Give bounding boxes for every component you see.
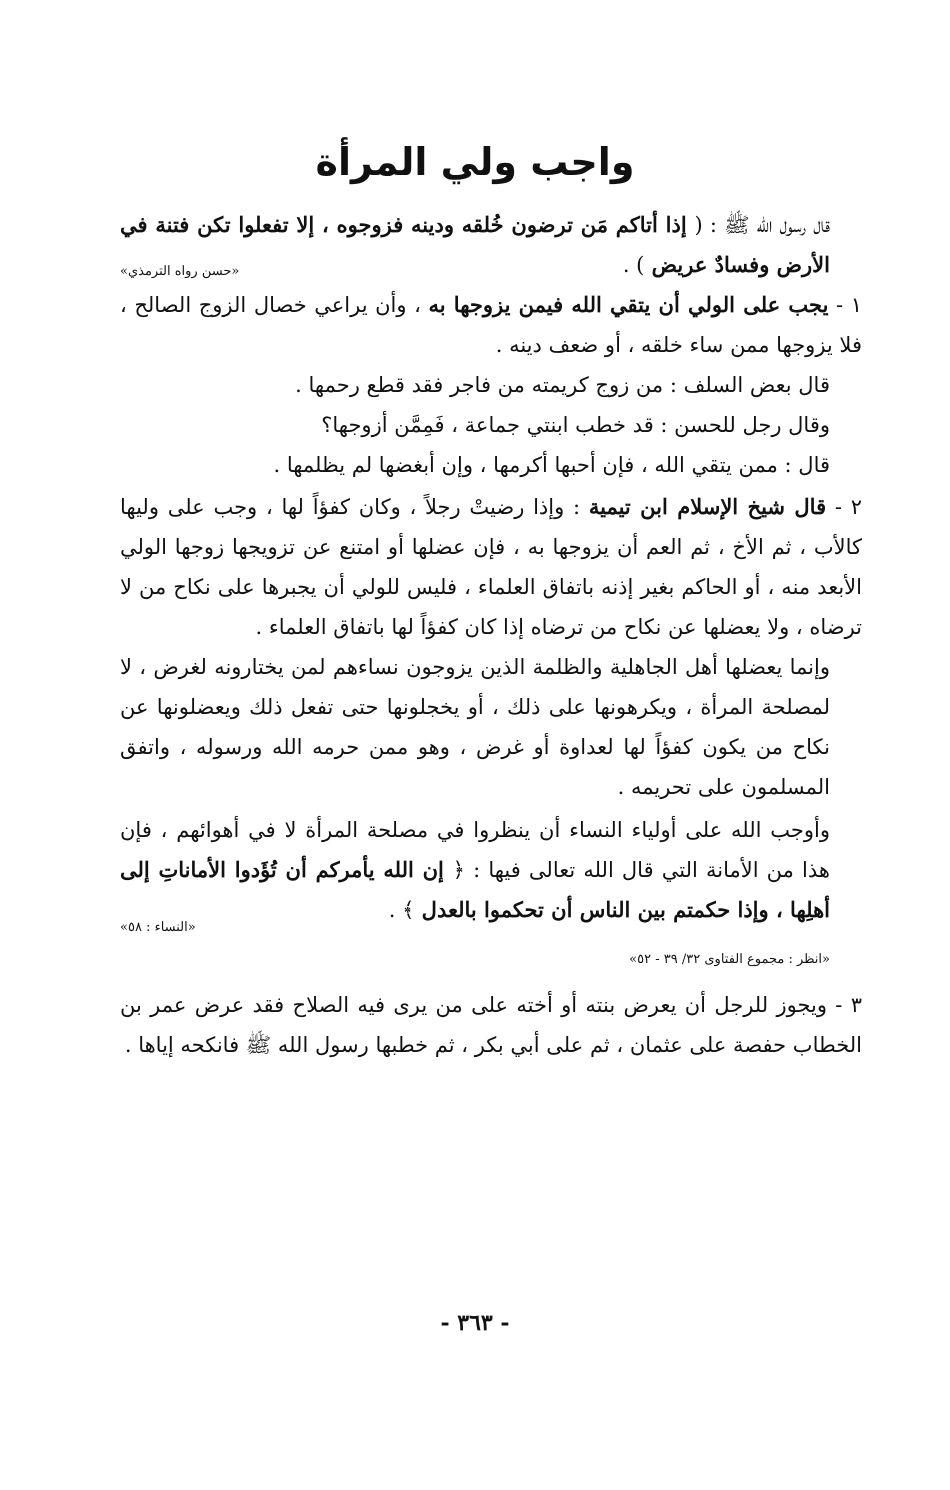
verse-close: ﴾ . [388, 898, 415, 922]
point-2-number: ٢ - [826, 495, 862, 519]
page-number: - ٣٦٣ - [440, 1310, 510, 1336]
point-3-text: ويجوز للرجل أن يعرض بنته أو أخته على من يرى فيه الصلاح فقد عرض عمر بن الخطاب حفصة على عثمان ، ثم على أبي بكر ، ثم خطبها رسول الله ﷺ فانكحه إياها . [120, 993, 862, 1057]
point-3 [120, 985, 862, 1065]
point-1-number: ١ - [828, 293, 862, 317]
point-2-heading: قال شيخ الإسلام ابن تيمية [588, 494, 827, 519]
quran-verse: إن الله يأمركم أن تُؤَدوا الأماناتِ إلى أهلِها ، وإذا حكمتم بين الناس أن تحكموا بالعدل [120, 857, 830, 922]
hadith-reference: «حسن رواه الترمذي» [120, 264, 240, 279]
point-1-quote-3: قال : ممن يتقي الله ، فإن أحبها أكرمها ، وإن أبغضها لم يظلمها . [273, 453, 830, 477]
point-2-text: : وإذا رضيتْ رجلاً ، وكان كفؤاً لها ، وجب على وليها كالأب ، ثم الأخ ، ثم العم أن يزوجها به ، فإن عضلها أو امتنع عن تزويجها زوجها الولي الأبعد منه ، أو الحاكم بغير إذنه باتفاق العلماء ، فليس للولي أن يجبرها على نكاح من لا ترضاه ، ولا يعضلها عن نكاح من ترضاه إذا كان كفؤاً لها باتفاق العلماء . [120, 495, 862, 639]
point-1-quote-1: قال بعض السلف : من زوج كريمته من فاجر فقد قطع رحمها . [295, 373, 830, 397]
point-1-quote-2: وقال رجل للحسن : قد خطب ابنتي جماعة ، فَمِمَّن أزوجها؟ [321, 413, 830, 437]
point-1 [120, 285, 862, 365]
point-2-continued: وإنما يعضلها أهل الجاهلية والظلمة الذين يزوجون نساءهم لمن يختارونه لغرض ، لا لمصلحة المرأة ، ويكرهونها على ذلك ، أو يخجلونها حتى تفعل ذلك ويعضلونها عن نكاح من يكون كفؤاً لها لعداوة أو غرض ، وهو ممن حرمه الله ورسوله ، واتفق المسلمون على تحريمه . [120, 655, 830, 799]
point-2 [120, 487, 862, 647]
point-1-text: ، وأن يراعي خصال الزوج الصالح ، فلا يزوجها ممن ساء خلقه ، أو ضعف دينه . [120, 293, 862, 357]
hadith-intro: قال رسول الله ﷺ : ( [694, 213, 830, 237]
hadith-close: ) . [622, 253, 645, 277]
amanah-paragraph [120, 810, 830, 930]
fatawa-reference: «انظر : مجموع الفتاوى ٣٢/ ٣٩ - ٥٢» [629, 952, 830, 967]
amanah-text: وأوجب الله على أولياء النساء أن ينظروا في مصلحة المرأة لا في أهوائهم ، فإن هذا من الأمانة التي قال الله تعالى فيها : ﴿ [120, 818, 831, 882]
hadith-text: إذا أتاكم مَن ترضون خُلقه ودينه فزوجوه ، إلا تفعلوا تكن فتنة في الأرض وفسادٌ عريض [120, 212, 830, 277]
verse-reference: «النساء : ٥٨» [120, 920, 196, 935]
point-3-number: ٣ - [826, 993, 862, 1017]
page-title: واجب ولي المرأة [315, 140, 635, 184]
point-1-heading: يجب على الولي أن يتقي الله فيمن يزوجها به [428, 292, 829, 317]
